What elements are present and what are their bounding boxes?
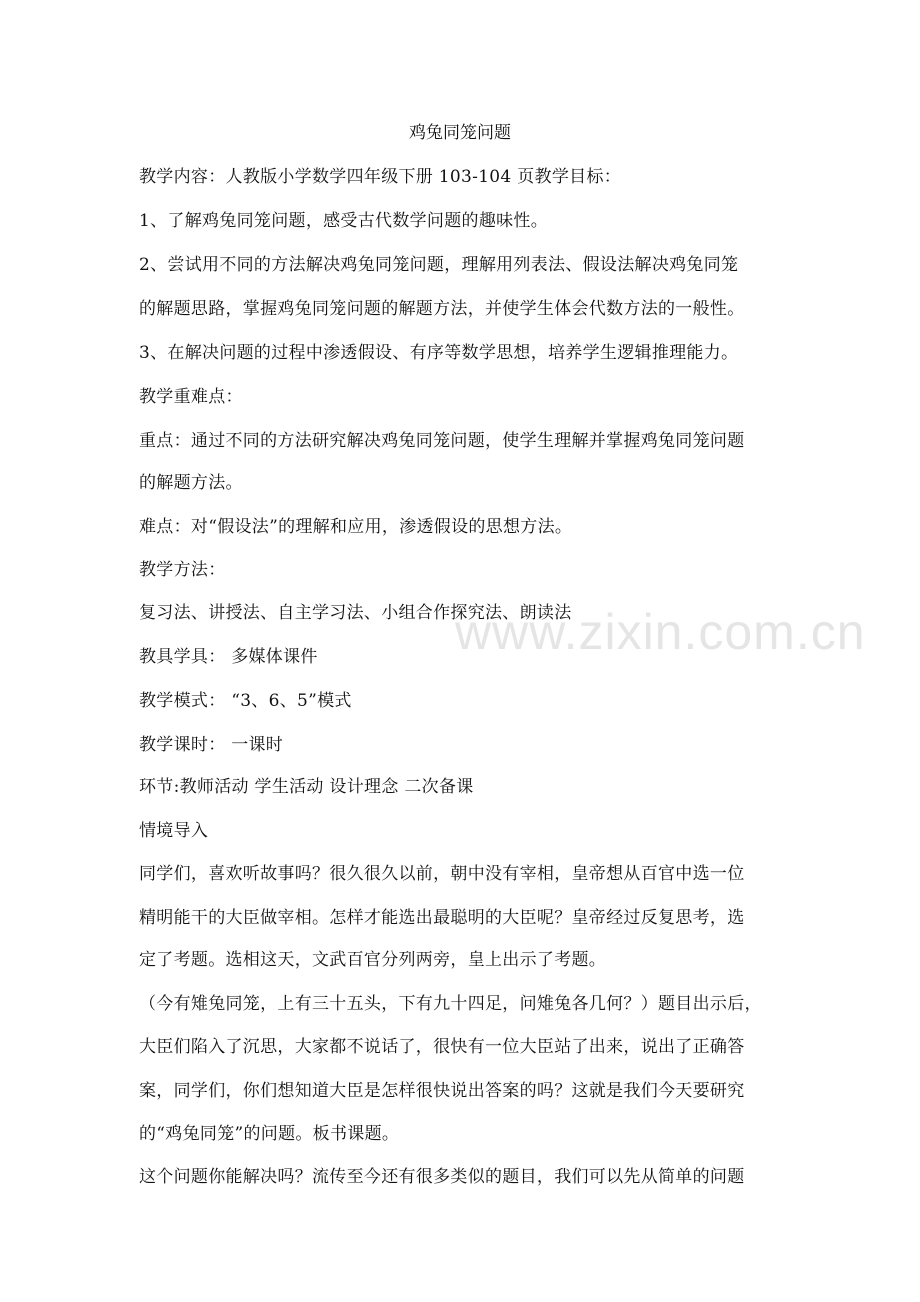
text-line: （今有雉兔同笼，上有三十五头，下有九十四足，问雉兔各几何？）题目出示后， <box>139 994 762 1014</box>
text-line: 环节:教师活动 学生活动 设计理念 二次备课 <box>139 777 474 797</box>
text-line: 3、在解决问题的过程中渗透假设、有序等数学思想，培养学生逻辑推理能力。 <box>139 343 739 363</box>
text-line: 情境导入 <box>139 821 209 841</box>
text-line: 1、了解鸡兔同笼问题，感受古代数学问题的趣味性。 <box>139 211 549 231</box>
text-line: 复习法、讲授法、自主学习法、小组合作探究法、朗读法 <box>139 603 572 623</box>
document-title: 鸡兔同笼问题 <box>409 123 511 143</box>
text-line: 教学方法： <box>139 560 226 580</box>
text-line: 精明能干的大臣做宰相。怎样才能选出最聪明的大臣呢？皇帝经过反复思考，选 <box>139 908 745 928</box>
text-line: 难点：对“假设法”的理解和应用，渗透假设的思想方法。 <box>139 517 573 537</box>
text-line: 大臣们陷入了沉思，大家都不说话了，很快有一位大臣站了出来，说出了正确答 <box>139 1037 745 1057</box>
text-line: 2、尝试用不同的方法解决鸡兔同笼问题，理解用列表法、假设法解决鸡兔同笼 <box>139 255 739 275</box>
text-line: 同学们，喜欢听故事吗？很久很久以前，朝中没有宰相，皇帝想从百官中选一位 <box>139 864 745 884</box>
text-line: 的解题思路，掌握鸡兔同笼问题的解题方法，并使学生体会代数方法的一般性。 <box>139 299 745 319</box>
text-line: 教具学具： 多媒体课件 <box>139 647 318 667</box>
text-line: 定了考题。选相这天，文武百官分列两旁，皇上出示了考题。 <box>139 950 607 970</box>
text-line: 教学模式： “3、6、5”模式 <box>139 691 352 711</box>
text-line: 教学内容：人教版小学数学四年级下册 103-104 页教学目标： <box>139 167 622 187</box>
text-line: 教学课时： 一课时 <box>139 735 284 755</box>
text-line: 重点：通过不同的方法研究解决鸡兔同笼问题，使学生理解并掌握鸡兔同笼问题 <box>139 431 745 451</box>
text-line: 案，同学们，你们想知道大臣是怎样很快说出答案的吗？这就是我们今天要研究 <box>139 1081 745 1101</box>
text-line: 的“鸡兔同笼”的问题。板书课题。 <box>139 1124 400 1144</box>
text-line: 教学重难点： <box>139 387 243 407</box>
text-line: 的解题方法。 <box>139 473 243 493</box>
watermark: www.zixin.com.cn <box>455 604 866 660</box>
text-line: 这个问题你能解决吗？流传至今还有很多类似的题目，我们可以先从简单的问题 <box>139 1167 745 1187</box>
